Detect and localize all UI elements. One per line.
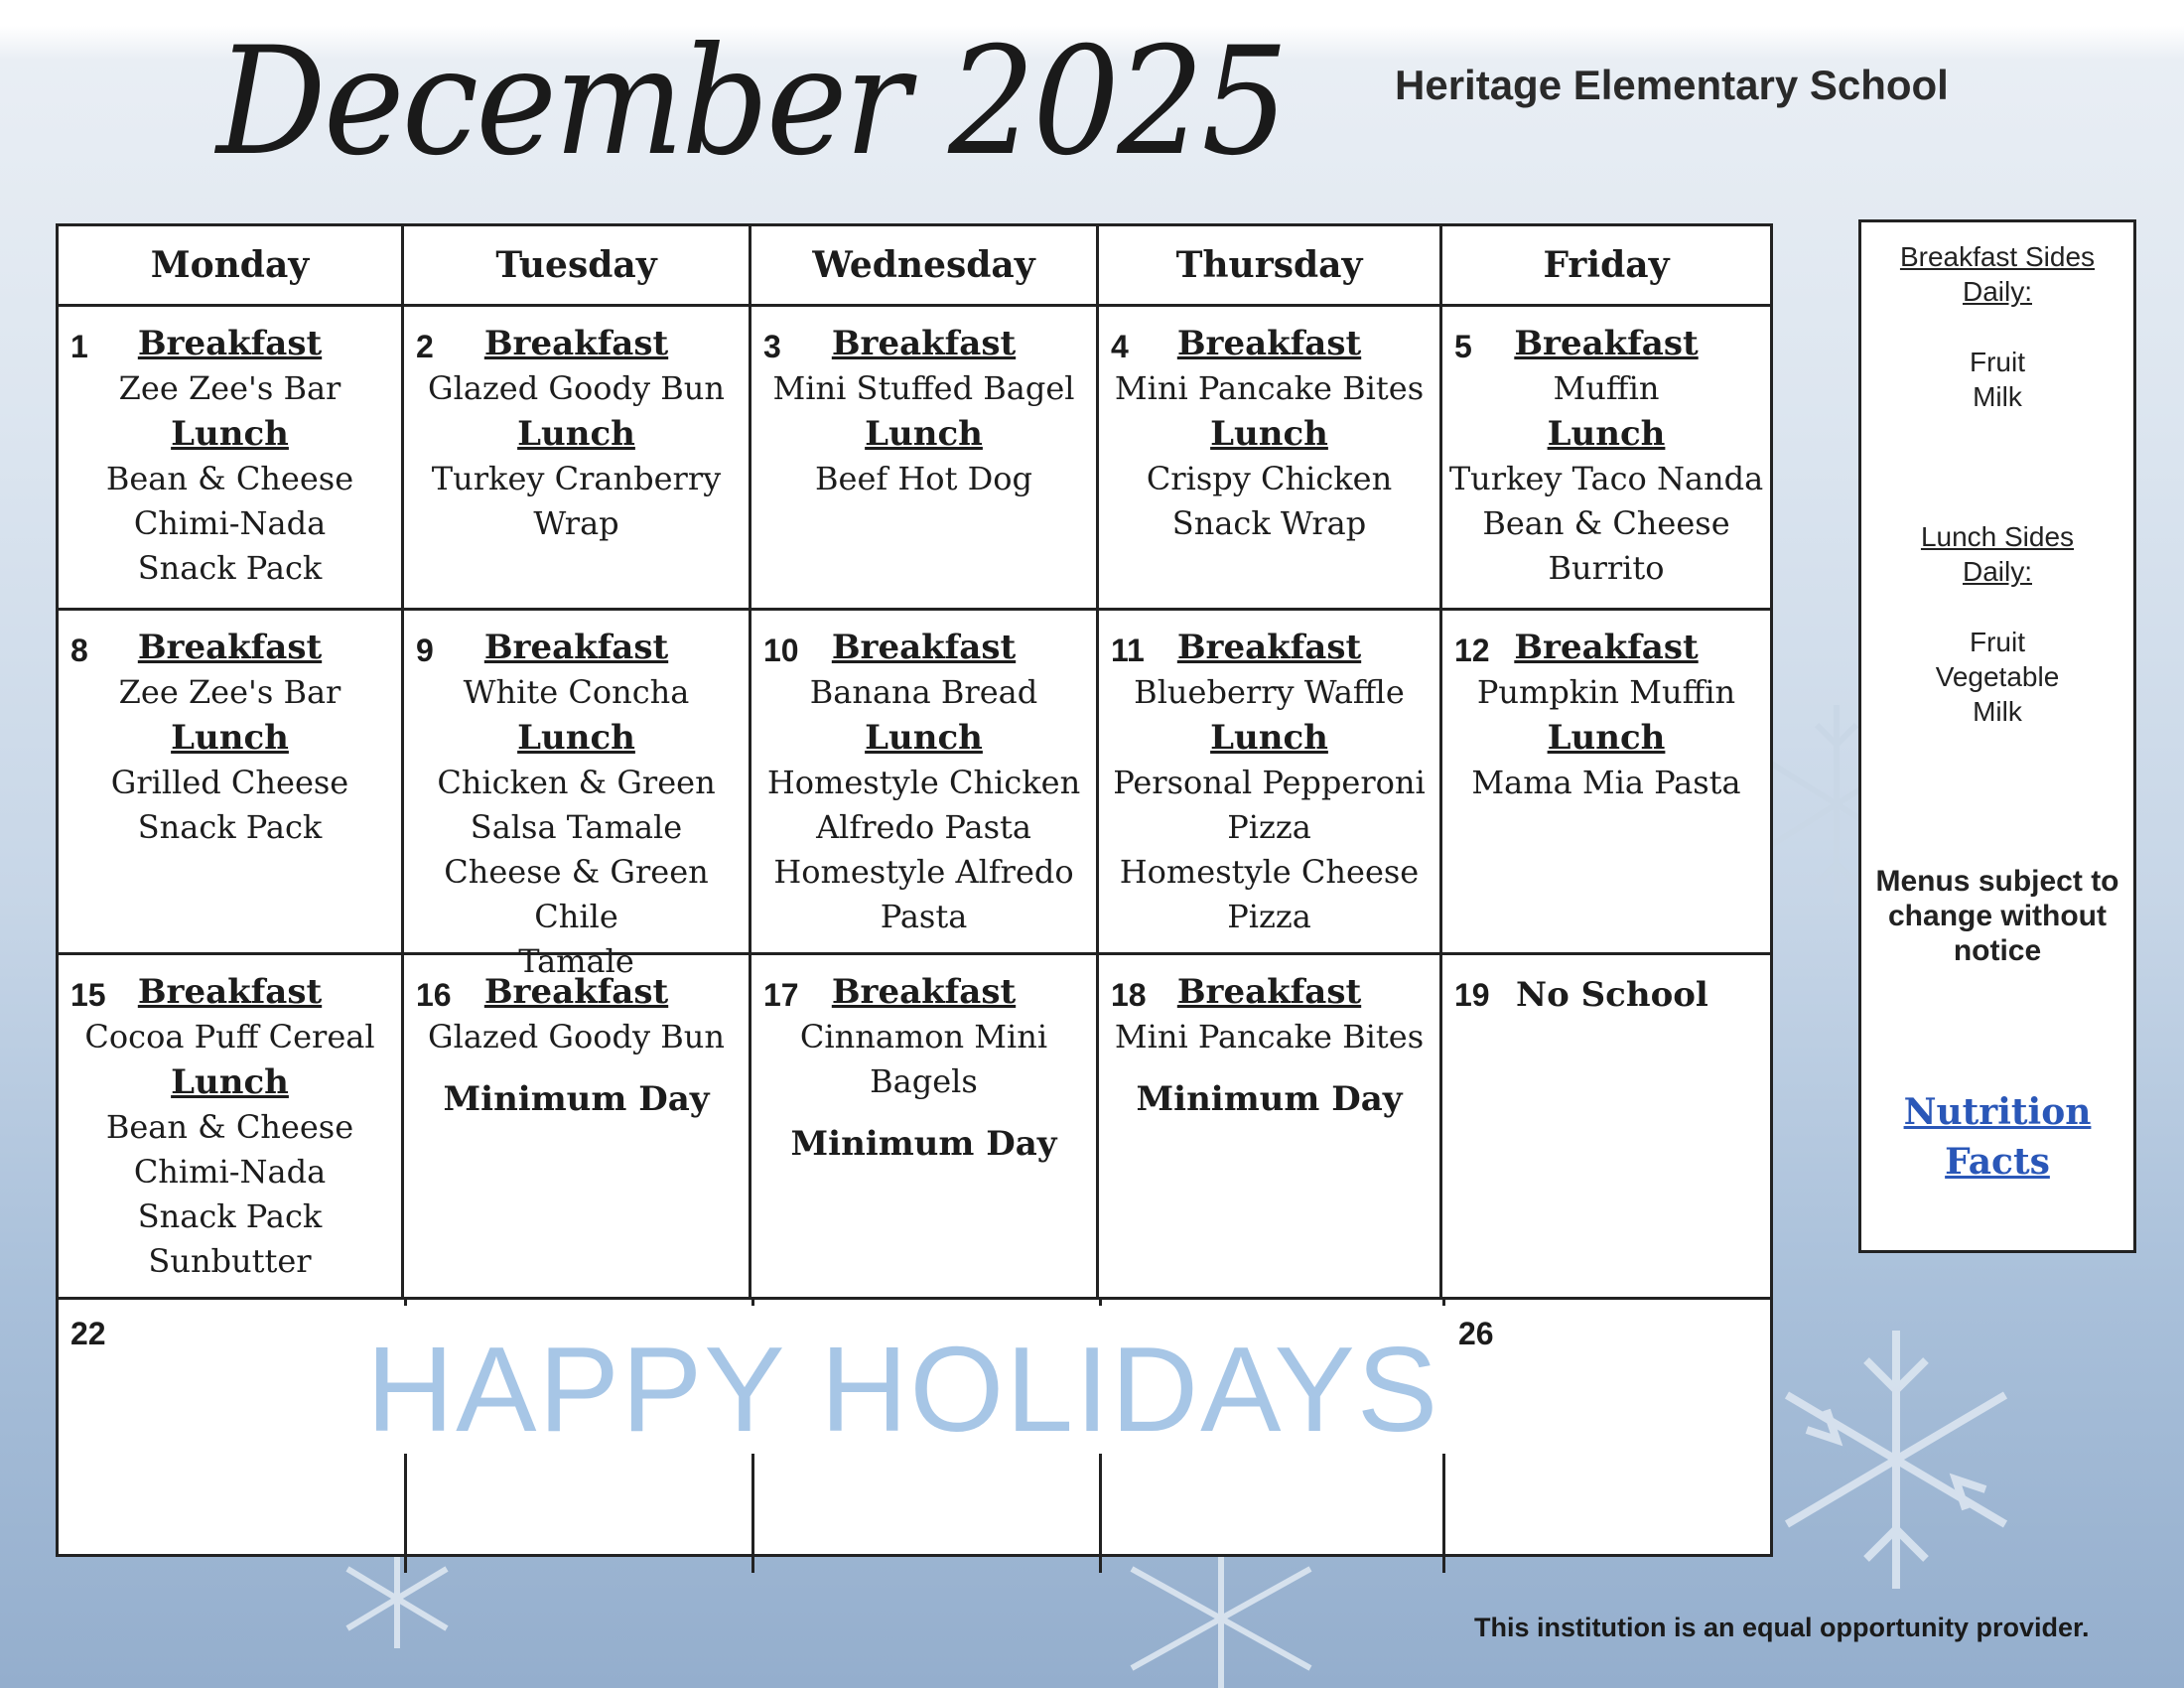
menu-item: Wrap [533, 504, 619, 542]
breakfast-label: Breakfast [831, 324, 1017, 363]
lunch-label: Lunch [171, 1062, 289, 1102]
menu-item: Pizza [1227, 898, 1311, 935]
menu-item: Zee Zee's Bar [118, 369, 341, 407]
day-number: 11 [1111, 633, 1145, 668]
breakfast-label: Breakfast [137, 628, 323, 667]
day-header-monday: Monday [59, 226, 404, 307]
lunch-sides-heading: Daily: [1962, 556, 2032, 587]
lunch-sides-heading: Lunch Sides [1920, 521, 2075, 552]
side-item: Fruit [1970, 627, 2025, 657]
menu-item: Personal Pepperoni [1113, 764, 1426, 801]
lunch-label: Lunch [1210, 718, 1328, 758]
snowflake-icon [1767, 1311, 2025, 1609]
breakfast-label: Breakfast [137, 972, 323, 1012]
menu-item: Homestyle Chicken [766, 764, 1081, 801]
menu-item: Mini Stuffed Bagel [772, 369, 1075, 407]
sidebar-info [1858, 219, 2136, 1253]
menu-item: Bean & Cheese [1482, 504, 1730, 542]
day-number: 8 [70, 633, 88, 668]
day-cell [751, 307, 1099, 611]
lunch-label: Lunch [865, 718, 983, 758]
breakfast-sides-heading: Daily: [1962, 276, 2032, 307]
breakfast-label: Breakfast [831, 972, 1017, 1012]
lunch-label: Lunch [1547, 718, 1666, 758]
day-cell [404, 307, 751, 611]
menu-item: Mama Mia Pasta [1471, 764, 1741, 801]
day-header-friday: Friday [1442, 226, 1770, 307]
day-number: 26 [1458, 1316, 1494, 1351]
day-number: 17 [763, 977, 799, 1013]
happy-holidays-banner: HAPPY HOLIDAYS [366, 1322, 1440, 1457]
divider [404, 1300, 407, 1306]
menu-item: Cinnamon Mini [799, 1018, 1048, 1055]
holiday-row [59, 1300, 1770, 1554]
day-number: 12 [1454, 633, 1490, 668]
menu-item: Turkey Taco Nanda [1448, 460, 1764, 497]
breakfast-label: Breakfast [483, 324, 669, 363]
day-cell [1442, 955, 1770, 1300]
day-header-thursday: Thursday [1099, 226, 1442, 307]
lunch-label: Lunch [517, 414, 635, 454]
menu-item: Mini Pancake Bites [1114, 369, 1425, 407]
menu-item: Pasta [880, 898, 968, 935]
minimum-day-note: Minimum Day [1136, 1079, 1403, 1119]
menu-item: Cheese & Green Chile [444, 853, 709, 935]
day-number: 5 [1454, 329, 1472, 364]
menu-disclaimer: Menus subject to [1875, 865, 2119, 898]
menu-item: Burrito [1548, 549, 1665, 587]
menu-item: White Concha [463, 673, 690, 711]
snowflake-icon [338, 1549, 457, 1648]
lunch-label: Lunch [517, 718, 635, 758]
day-cell [59, 955, 404, 1300]
day-cell [1442, 307, 1770, 611]
menu-item: Homestyle Alfredo [773, 853, 1074, 891]
day-cell [1099, 307, 1442, 611]
divider [1099, 1454, 1102, 1573]
breakfast-label: Breakfast [1176, 628, 1362, 667]
menu-item: Banana Bread [809, 673, 1038, 711]
lunch-label: Lunch [171, 718, 289, 758]
menu-item: Chimi-Nada [133, 1153, 327, 1191]
day-number: 9 [416, 633, 434, 668]
day-cell [59, 611, 404, 955]
menu-item: Turkey Cranberry [431, 460, 722, 497]
menu-item: Snack Pack [137, 549, 323, 587]
school-name: Heritage Elementary School [1395, 62, 1949, 108]
breakfast-label: Breakfast [483, 972, 669, 1012]
day-cell [404, 955, 751, 1300]
day-cell [751, 611, 1099, 955]
nutrition-facts-link[interactable]: Nutrition [1903, 1091, 2092, 1133]
day-cell [59, 307, 404, 611]
menu-item: Chicken & Green [437, 764, 716, 801]
lunch-label: Lunch [1210, 414, 1328, 454]
menu-item: Salsa Tamale [470, 808, 683, 846]
menu-item: Grilled Cheese [110, 764, 349, 801]
day-cell [1099, 955, 1442, 1300]
menu-disclaimer: notice [1953, 934, 2042, 967]
page-title: December 2025 [216, 16, 1287, 189]
menu-item: Beef Hot Dog [814, 460, 1032, 497]
breakfast-label: Breakfast [831, 628, 1017, 667]
day-number: 16 [416, 977, 452, 1013]
day-number: 1 [70, 329, 88, 364]
lunch-label: Lunch [171, 414, 289, 454]
day-cell [751, 955, 1099, 1300]
day-number: 4 [1111, 329, 1129, 364]
breakfast-label: Breakfast [1514, 324, 1699, 363]
lunch-label: Lunch [865, 414, 983, 454]
divider [1442, 1300, 1445, 1306]
menu-item: Bean & Cheese [105, 1108, 354, 1146]
day-number: 2 [416, 329, 434, 364]
lunch-label: Lunch [1547, 414, 1666, 454]
side-item: Fruit [1970, 347, 2025, 377]
divider [1442, 1454, 1445, 1573]
menu-item: Snack Wrap [1171, 504, 1367, 542]
divider [751, 1454, 754, 1573]
divider [404, 1454, 407, 1573]
menu-item: Homestyle Cheese [1119, 853, 1420, 891]
footer-disclaimer: This institution is an equal opportunity provider. [1474, 1613, 2090, 1642]
day-number: 15 [70, 977, 106, 1013]
menu-item: Cocoa Puff Cereal [84, 1018, 375, 1055]
menu-disclaimer: change without [1888, 900, 2107, 932]
day-header-wednesday: Wednesday [751, 226, 1099, 307]
day-cell [1442, 611, 1770, 955]
menu-item: Bagels [870, 1062, 978, 1100]
menu-item: Tamale [518, 942, 634, 980]
no-school-note: No School [1516, 975, 1708, 1015]
day-number: 19 [1454, 977, 1490, 1013]
menu-item: Snack Pack [137, 808, 323, 846]
side-item: Milk [1973, 381, 2022, 412]
day-header-tuesday: Tuesday [404, 226, 751, 307]
menu-item: Glazed Goody Bun [428, 1018, 725, 1055]
breakfast-sides-heading: Breakfast Sides [1899, 241, 2096, 272]
menu-item: Alfredo Pasta [816, 808, 1031, 846]
breakfast-label: Breakfast [1514, 628, 1699, 667]
day-number: 10 [763, 633, 799, 668]
menu-item: Blueberry Waffle [1134, 673, 1405, 711]
minimum-day-note: Minimum Day [790, 1124, 1057, 1164]
day-number: 18 [1111, 977, 1147, 1013]
menu-item: Snack Pack [137, 1197, 323, 1235]
side-item: Milk [1973, 696, 2022, 727]
menu-item: Mini Pancake Bites [1114, 1018, 1425, 1055]
breakfast-label: Breakfast [483, 628, 669, 667]
menu-item: Muffin [1553, 369, 1660, 407]
snowflake-icon [1112, 1539, 1330, 1688]
menu-item: Sunbutter [148, 1242, 312, 1280]
divider [1099, 1300, 1102, 1306]
nutrition-facts-link[interactable]: Facts [1945, 1141, 2050, 1183]
menu-item: Zee Zee's Bar [118, 673, 341, 711]
menu-item: Crispy Chicken [1146, 460, 1393, 497]
minimum-day-note: Minimum Day [443, 1079, 710, 1119]
breakfast-label: Breakfast [1176, 972, 1362, 1012]
day-number: 3 [763, 329, 781, 364]
menu-item: Pizza [1227, 808, 1311, 846]
divider [751, 1300, 754, 1306]
breakfast-label: Breakfast [1176, 324, 1362, 363]
menu-calendar [56, 223, 1773, 1557]
menu-item: Pumpkin Muffin [1476, 673, 1736, 711]
day-cell [1099, 611, 1442, 955]
side-item: Vegetable [1935, 661, 2060, 692]
menu-item: Bean & Cheese [105, 460, 354, 497]
day-cell [404, 611, 751, 980]
menu-item: Glazed Goody Bun [428, 369, 725, 407]
menu-item: Chimi-Nada [133, 504, 327, 542]
breakfast-label: Breakfast [137, 324, 323, 363]
day-number: 22 [70, 1316, 106, 1351]
